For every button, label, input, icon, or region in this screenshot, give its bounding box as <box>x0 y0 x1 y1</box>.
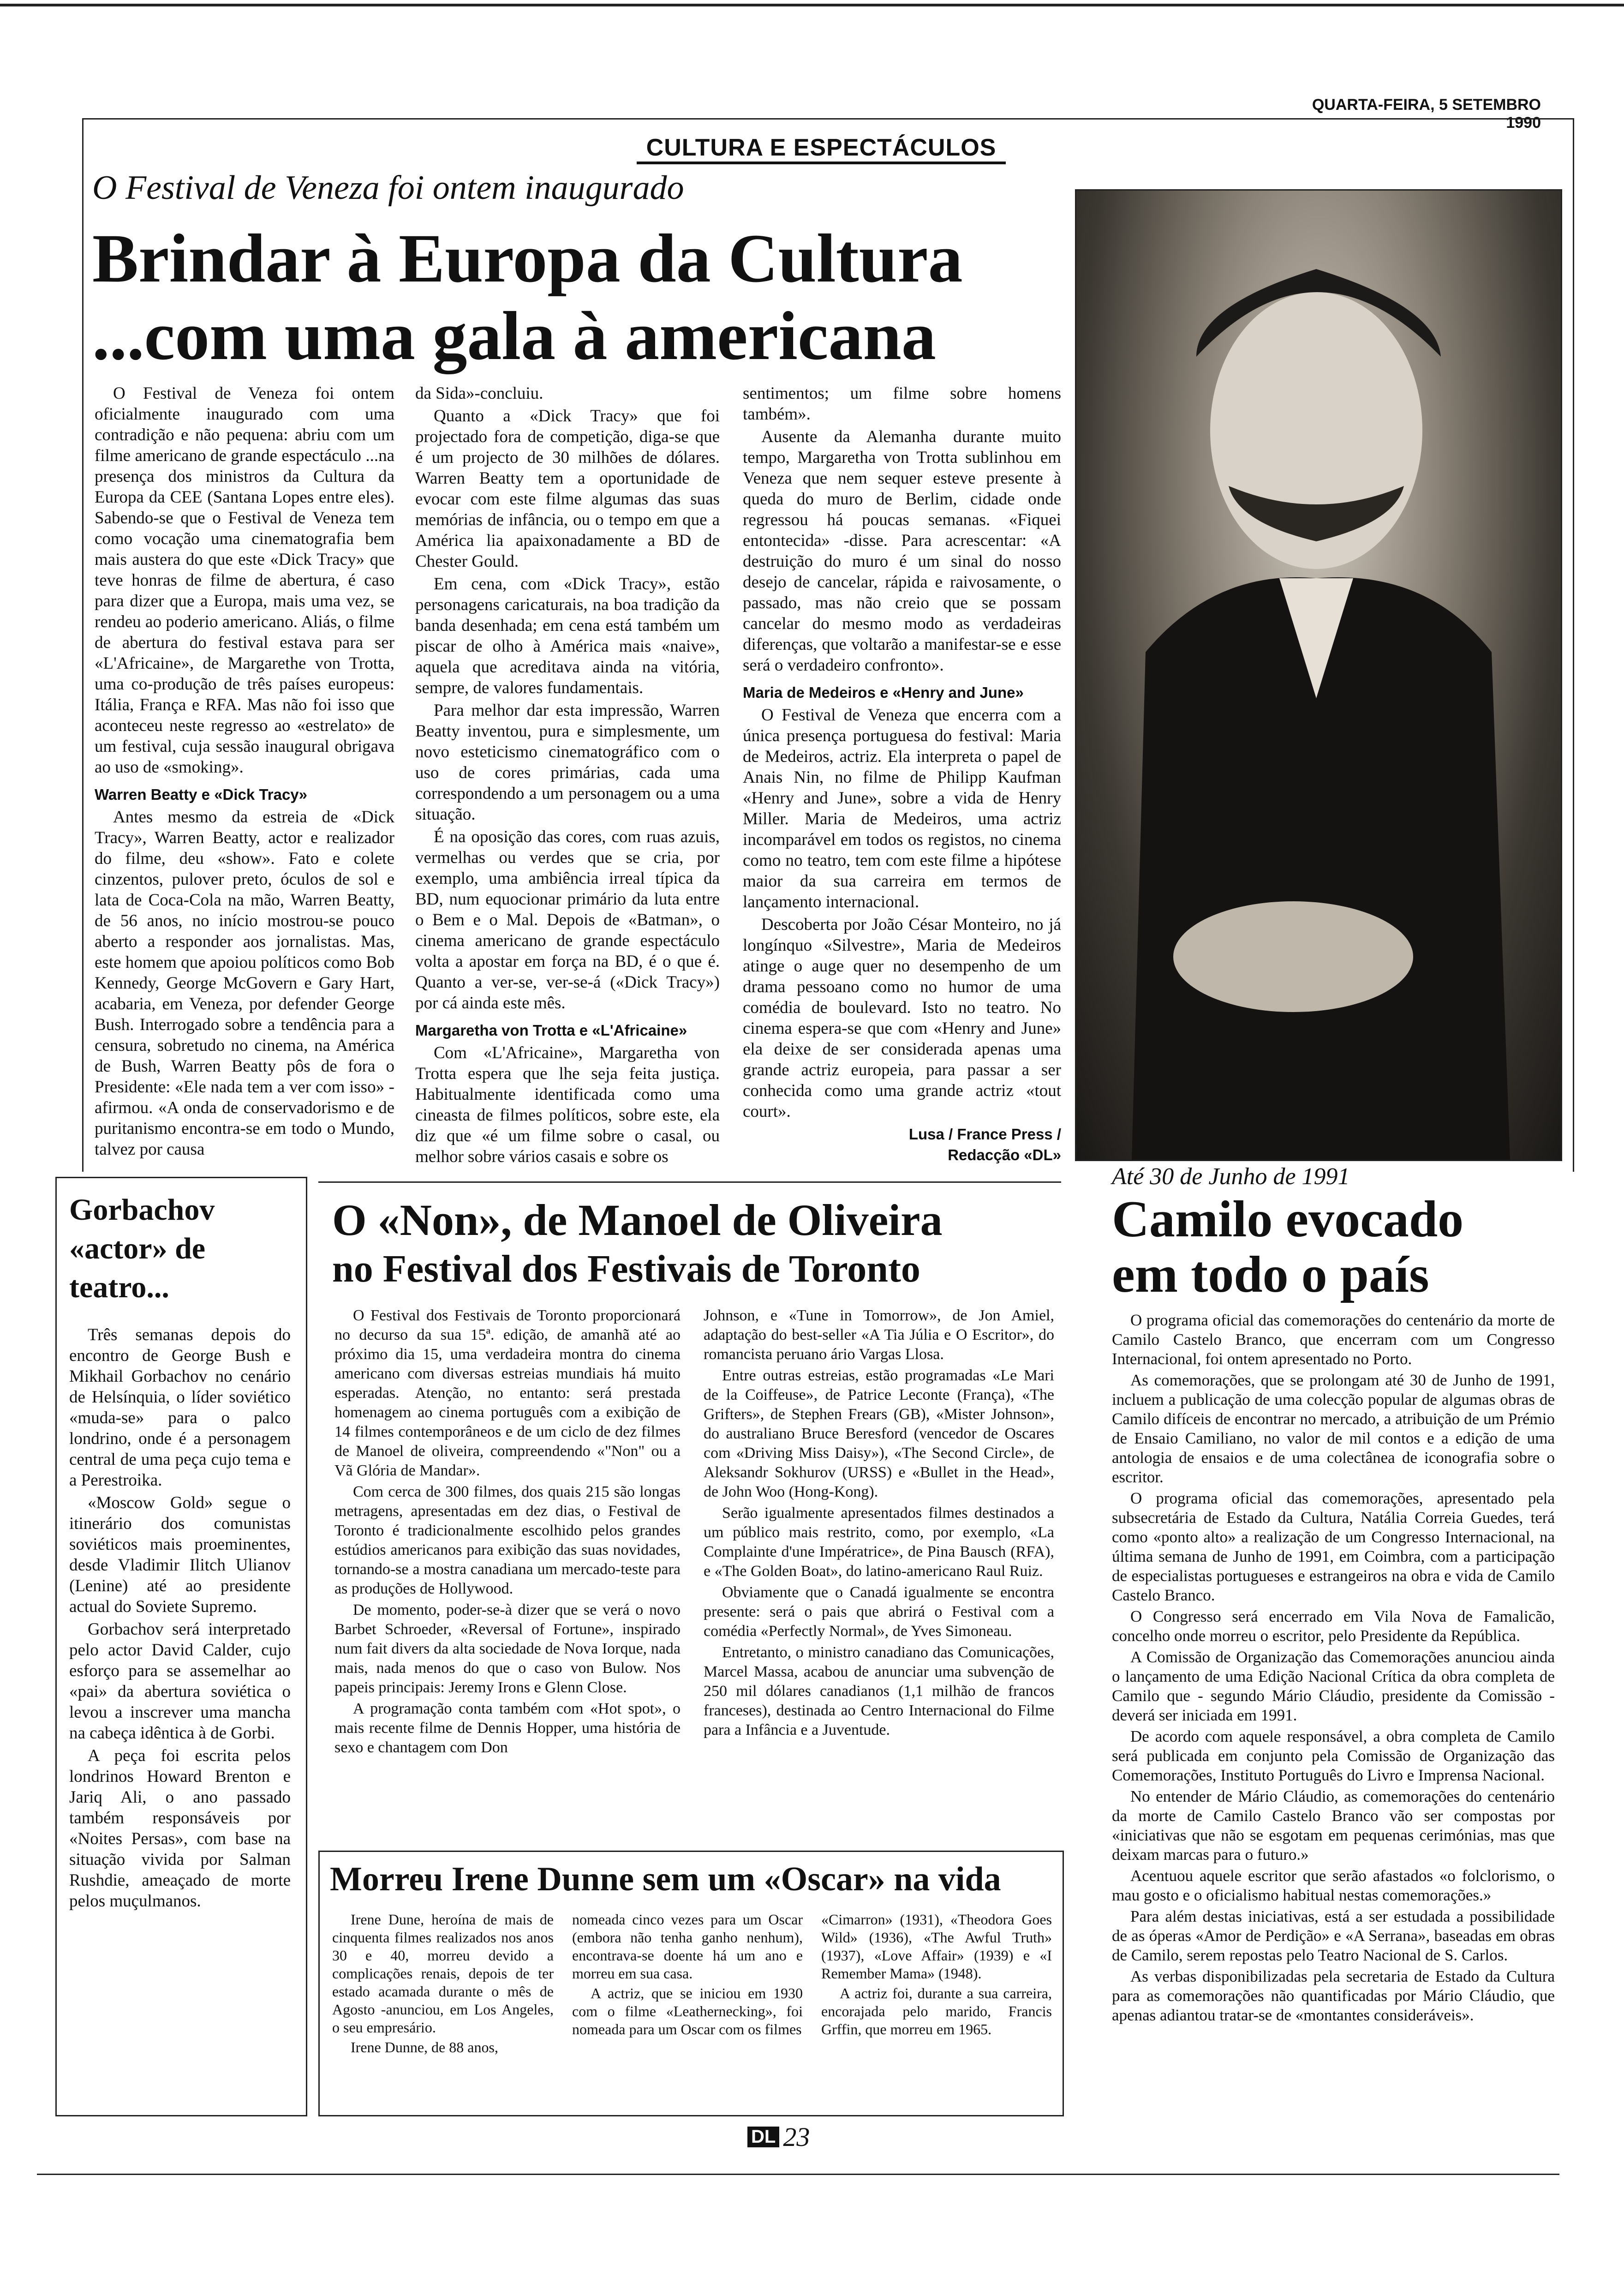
subhead-maria-medeiros: Maria de Medeiros e «Henry and June» <box>743 684 1024 701</box>
toronto-paragraph: Johnson, e «Tune in Tomorrow», de Jon Amiel, adaptação do best-seller «A Tia Júlia e O Escritor», do romancista peruano ário Vargas Llosa. <box>704 1307 1054 1363</box>
main-col3b-paragraph: Descoberta por João César Monteiro, no já longínquo «Silvestre», Maria de Medeiros atinge o auge quer no desempenho de um drama pessoano como no humor de uma comédia de boulevard. Isto no teatro. No cinema espera-se que com «Henry and June» ela deixe de ser considerada apenas uma grande actriz europeia, para passar a ser conhecida como uma grande actriz «tout court». <box>743 915 1061 1121</box>
dunne-paragraph: A actriz foi, durante a sua carreira, encorajada pelo marido, Francis Grffin, que morreu em 1965. <box>821 1985 1052 2037</box>
camilo-paragraph: Para além destas iniciativas, está a ser estudada a possibilidade de as óperas «Amor de Perdição» e «A Serrana», baseadas em obras de Camilo, serem repostas pelo Teatro Nacional de S. Carlos. <box>1112 1907 1555 1964</box>
dunne-paragraph: Irene Dune, heroína de mais de cinquenta filmes realizados nos anos 30 e 40, morreu devido a complicações renais, depois de ter estado acamada durante o mês de Agosto -anunciou, em Los Angeles, o seu empresário. <box>332 1911 554 2036</box>
top-rule <box>0 4 1624 6</box>
page-number: 23 <box>783 2121 810 2152</box>
page-footer <box>747 2123 849 2151</box>
toronto-paragraph: O Festival dos Festivais de Toronto proporcionará no decurso da sua 15ª. edição, de amanhã até ao próximo dia 15, uma verdadeira montra do cinema americano com diversas estreias mundiais há muito esperadas. Atenção, no entanto: será prestada homenagem ao cinema português com a exibição de 14 filmes contemporâneos e de um ciclo de dez filmes de Manoel de oliveira, compreendendo «"Non" ou a Vã Glória de Mandar». <box>334 1307 681 1479</box>
camilo-headline-line1: Camilo evocado <box>1112 1191 1464 1248</box>
main-col2-paragraph: Para melhor dar esta impressão, Warren Beatty inventou, pura e simplesmente, um novo esteticismo cinematográfico com o uso de cores primárias, cada uma correspondendo a um personagem ou a uma situação. <box>415 701 720 824</box>
subhead-warren-beatty: Warren Beatty e «Dick Tracy» <box>95 786 308 803</box>
dunne-paragraph: A actriz, que se iniciou em 1930 com o filme «Leathernecking», foi nomeada para um Oscar com os filmes <box>572 1985 803 2037</box>
gorbachov-paragraph: Três semanas depois do encontro de George Bush e Mikhail Gorbachov no cenário de Helsínquia, o líder soviético «muda-se» para o palco londrino, onde é a personagem central de uma peça cujo tema e a Perestroika. <box>69 1325 291 1490</box>
portrait-photo <box>1075 189 1562 1161</box>
toronto-paragraph: A programação conta também com «Hot spot», o mais recente filme de Dennis Hopper, uma história de sexo e chantagem com Don <box>334 1700 681 1756</box>
dunne-paragraph: nomeada cinco vezes para um Oscar (embora não tenha ganho nenhum), encontrava-se doente há um ano e morreu em sua casa. <box>572 1911 803 1982</box>
dunne-column-3 <box>821 1911 1052 2040</box>
camilo-body <box>1112 1311 1555 2027</box>
gorbachov-paragraph: Gorbachov será interpretado pelo actor David Calder, cujo esforço para se assemelhar ao «pai» da abertura soviética o levou a inscrever uma mancha na cabeça idêntica à de Gorbi. <box>69 1620 291 1743</box>
toronto-headline-line2: no Festival dos Festivais de Toronto <box>332 1247 920 1290</box>
main-kicker: O Festival de Veneza foi ontem inaugurado <box>92 169 684 207</box>
main-headline-line1: Brindar à Europa da Cultura <box>92 220 963 297</box>
camilo-headline-line2: em todo o país <box>1112 1246 1429 1303</box>
camilo-paragraph: As verbas disponibilizadas pela secretaria de Estado da Cultura para as comemorações não quantificadas por Mário Cláudio, que apenas adiantou tratar-se de «montantes consideráveis». <box>1112 1967 1555 2024</box>
main-col1-paragraph: O Festival de Veneza foi ontem oficialmente inaugurado com uma contradição e não pequena: abriu com um filme americano de grande espectáculo ...na presença dos ministros da Cultura da Europa da CEE (Santana Lopes entre eles). Sabendo-se que o Festival de Veneza tem como vocação uma cinematografia bem mais austera do que este «Dick Tracy» que teve honras de filme de abertura, é caso para dizer que a Europa, mais uma vez, se rendeu ao poderio americano. Aliás, o filme de abertura do festival estava para ser «L'Africaine», de Margarethe von Trotta, uma co-produção de três países europeus: Itália, França e RFA. Mas não foi isso que aconteceu neste regresso ao «estrelato» de um festival, cuja sessão inaugural obrigava ao uso de «smoking». <box>95 384 394 777</box>
camilo-paragraph: A Comissão de Organização das Comemorações anunciou ainda o lançamento de uma Edição Nacional Crítica da obra completa de Camilo que - segundo Mário Cláudio, presidente da Comissão -deverá ser iniciada em 1991. <box>1112 1648 1555 1724</box>
portrait-figure <box>1076 191 1561 1160</box>
section-label: CULTURA E ESPECTÁCULOS <box>637 134 1006 164</box>
credit-line-1: Lusa / France Press / <box>908 1126 1061 1143</box>
gorbachov-title: Gorbachov «actor» de teatro... <box>69 1193 215 1304</box>
main-col1b-paragraph: Antes mesmo da estreia de «Dick Tracy», Warren Beatty, actor e realizador do filme, deu «show». Fato e colete cinzentos, pulover preto, óculos de sol e lata de Coca-Cola na mão, Warren Beatty, de 56 anos, no início mostrou-se pouco aberto a responder aos jornalistas. Mas, este homem que apoiou políticos como Bob Kennedy, George McGovern e Gary Hart, acabaria, em Veneza, por defender George Bush. Interrogado sobre a tendência para a censura, sobretudo no cinema, na América de Bush, Warren Beatty pôs de fora o Presidente: «Ele nada tem a ver com isso» -afirmou. «A onda de conservadorismo e de puritanismo encontra-se em todo o Mundo, talvez por causa <box>95 808 394 1159</box>
main-column-3 <box>743 383 1061 1165</box>
paper-logo: DL <box>747 2127 779 2147</box>
camilo-paragraph: Acentuou aquele escritor que serão afastados «o folclorismo, o mau gosto e o oficialismo habitual nestas comemorações.» <box>1112 1867 1555 1904</box>
main-col2-paragraph: É na oposição das cores, com ruas azuis, vermelhas ou verdes que se cria, por exemplo, uma ambiência irreal típica da BD, num equocionar primário da luta entre o Bem e o Mal. Depois de «Batman», o cinema americano de grande espectáculo volta a apostar em força na BD, é o que é. Quanto a ver-se, ver-se-á («Dick Tracy») por cá ainda este mês. <box>415 827 720 1013</box>
toronto-column-2 <box>704 1306 1054 1742</box>
bottom-rule <box>37 2174 1559 2175</box>
main-col2-paragraph: Quanto a «Dick Tracy» que foi projectado fora de competição, diga-se que é um projecto de 30 milhões de dólares. Warren Beatty tem a oportunidade de evocar com este filme algumas das suas memórias de infância, ou o tempo em que a América lia apaixonadamente a BD de Chester Gould. <box>415 407 720 571</box>
toronto-paragraph: Com cerca de 300 filmes, dos quais 215 são longas metragens, apresentadas em dez dias, o Festival de Toronto é tradicionalmente escolhido pelos grandes estúdios americanos para exibição das suas novidades, tornando-se a mostra canadiana um mercado-teste para as produções de Hollywood. <box>334 1483 681 1597</box>
camilo-kicker: Até 30 de Junho de 1991 <box>1112 1163 1350 1190</box>
toronto-paragraph: Entre outras estreias, estão programadas «Le Mari de la Coiffeuse», de Patrice Leconte (França), «The Grifters», de Stephen Frears (GB), «Mister Johnson», do australiano Bruce Beresford (vencedor de Oscares com «Driving Miss Daisy»), «The Second Circle», de Aleksandr Sokhurov (URSS) e «Bullet in the Head», de John Woo (Hong-Kong). <box>704 1367 1054 1500</box>
gorbachov-paragraph: A peça foi escrita pelos londrinos Howard Brenton e Jariq Ali, o ano passado também responsáveis por «Noites Persas», com base na situação vivida por Salman Rushdie, ameaçado de morte pelos muçulmanos. <box>69 1746 291 1911</box>
main-column-1 <box>95 383 394 1162</box>
main-col3-paragraph: Ausente da Alemanha durante muito tempo, Margaretha von Trotta sublinhou em Veneza que nem sequer esteve presente à queda do muro de Berlim, cidade onde regressou há poucas semanas. «Fiquei entontecida» -disse. Para acrescentar: «A destruição do muro é um sinal do nosso desejo de cancelar, rápida e raivosamente, o passado, mas não creio que se possam cancelar do mesmo modo as verdadeiras diferenças, que voltarão a manifestar-se e esse será o verdadeiro confronto». <box>743 427 1061 675</box>
camilo-paragraph: O Congresso será encerrado em Vila Nova de Famalicão, concelho onde morreu o escritor, pelo Presidente da República. <box>1112 1607 1555 1645</box>
toronto-paragraph: Entretanto, o ministro canadiano das Comunicações, Marcel Massa, acabou de anunciar uma subvenção de 250 mil dólares canadianos (1,1 milhão de francos franceses), destinada ao Centro Internacional do Filme para a Infância e a Juventude. <box>704 1644 1054 1738</box>
dunne-column-2 <box>572 1911 803 2040</box>
toronto-column-1 <box>334 1306 681 1759</box>
main-col2-paragraph: Em cena, com «Dick Tracy», estão personagens caricaturais, na boa tradição da banda desenhada; em cena está também um piscar de olho à América mais «naive», aquela que acreditava ainda na vitória, sempre, de valores fundamentais. <box>415 575 720 697</box>
dunne-paragraph: Irene Dunne, de 88 anos, <box>351 2039 498 2055</box>
toronto-headline-line1: O «Non», de Manoel de Oliveira <box>332 1195 943 1245</box>
camilo-paragraph: As comemorações, que se prolongam até 30 de Junho de 1991, incluem a publicação de uma colecção popular de algumas obras de Camilo difíceis de encontrar no mercado, a atribuição de um Prémio de Ensaio Camiliano, no valor de mil contos e a edição de uma antologia de ensaios e de uma colectânea de iconografia sobre o escritor. <box>1112 1371 1555 1486</box>
gorbachov-paragraph: «Moscow Gold» segue o itinerário dos comunistas soviéticos mais proeminentes, desde Vladimir Ilitch Ulianov (Lenine) até ao presidente actual do Soviete Supremo. <box>69 1493 291 1616</box>
subhead-von-trotta: Margaretha von Trotta e «L'Africaine» <box>415 1022 687 1039</box>
camilo-paragraph: O programa oficial das comemorações, apresentado pela subsecretária de Estado da Cultura, Natália Correia Guedes, terá como «ponto alto» a realização de um Congresso Internacional, na última semana de Junho de 1991, em Coimbra, com a participação de especialistas portugueses e estrangeiros na obra e vida de Camilo Castelo Branco. <box>1112 1489 1555 1604</box>
dunne-column-1 <box>332 1911 554 2058</box>
main-column-2 <box>415 383 720 1169</box>
issue-date: QUARTA-FEIRA, 5 SETEMBRO 1990 <box>1312 96 1541 132</box>
toronto-paragraph: Obviamente que o Canadá igualmente se encontra presente: será o pais que abrirá o Festival com a comédia «Perfectly Normal», de Yves Simoneau. <box>704 1584 1054 1640</box>
toronto-paragraph: De momento, poder-se-à dizer que se verá o novo Barbet Schroeder, «Reversal of Fortune», inspirado num fait divers da alta sociedade de Nova Iorque, nada mais, nada menos do que o caso von Bulow. Nos papeis principais: Jeremy Irons e Glenn Close. <box>334 1601 681 1696</box>
camilo-paragraph: O programa oficial das comemorações do centenário da morte de Camilo Castelo Branco, que encerram com um Congresso Internacional, foi ontem apresentado no Porto. <box>1112 1311 1555 1368</box>
main-headline-line2: ...com uma gala à americana <box>92 298 936 374</box>
dunne-headline: Morreu Irene Dunne sem um «Oscar» na vida <box>330 1860 1001 1898</box>
camilo-paragraph: De acordo com aquele responsável, a obra completa de Camilo será publicada em conjunto pela Comissão de Organização das Comemorações, Instituto Português do Livro e Imprensa Nacional. <box>1112 1727 1555 1784</box>
main-col2-paragraph: da Sida»-concluiu. <box>415 384 543 403</box>
dunne-paragraph: «Cimarron» (1931), «Theodora Goes Wild» (1936), «The Awful Truth» (1937), «Love Affair» (1939) e «I Remember Mama» (1948). <box>821 1911 1052 1982</box>
main-col3b-paragraph: O Festival de Veneza que encerra com a única presença portuguesa do festival: Maria de Medeiros, actriz. Ela interpreta o papel de Anais Nin, no filme de Philipp Kaufman «Henry and June», sobre a vida de Henry Miller. Maria de Medeiros, uma actriz incomparável em todos os registos, no cinema como no teatro, tem com este filme a hipótese maior da sua carreira em termos de lançamento internacional. <box>743 706 1061 911</box>
gorbachov-body <box>69 1324 291 1913</box>
toronto-paragraph: Serão igualmente apresentados filmes destinados a um público mais restrito, como, por exemplo, «La Complainte d'une Impératrice», de Pina Bausch (RFA), e «The Golden Boat», do latino-americano Raul Ruiz. <box>704 1504 1054 1580</box>
main-col2b-paragraph: Com «L'Africaine», Margaretha von Trotta espera que lhe seja feita justiça. Habitualmente identificada como uma cineasta de filmes políticos, sobre este, ela diz que «é um filme sobre o casal, ou melhor sobre vários casais e sobre os <box>415 1043 720 1166</box>
credit-line-2: Redacção «DL» <box>948 1146 1061 1163</box>
camilo-paragraph: No entender de Mário Cláudio, as comemorações do centenário da morte de Camilo Castelo Branco vão ser compostas por «iniciativas que não se esgotam em pequenas cerimónias, mas que deixam marcas para o futuro.» <box>1112 1787 1555 1864</box>
main-col3-paragraph: sentimentos; um filme sobre homens também». <box>743 384 1061 424</box>
